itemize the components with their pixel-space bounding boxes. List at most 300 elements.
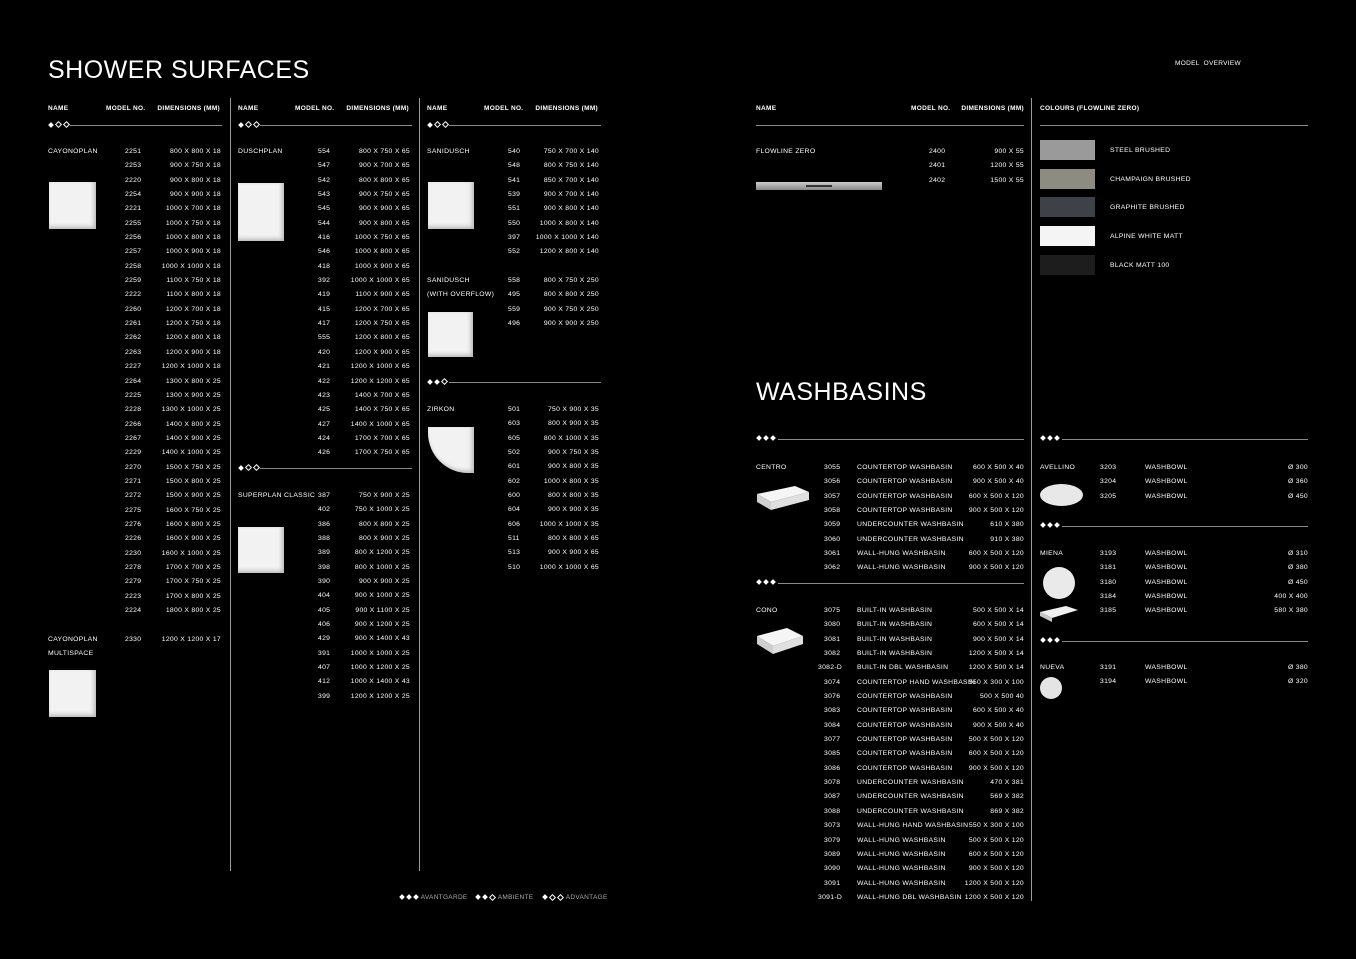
- header-name: NAME: [756, 105, 777, 112]
- header-model: MODEL NO.: [106, 105, 146, 112]
- header-dims: DIMENSIONS (MM): [535, 105, 598, 112]
- colour-label: CHAMPAIGN BRUSHED: [1110, 175, 1191, 183]
- header-model: MODEL NO.: [484, 105, 524, 112]
- dimensions: 900 X 500 X 120: [968, 507, 1024, 515]
- model-number: 2228: [125, 406, 142, 414]
- model-number: 3057: [824, 492, 841, 500]
- dimensions: 1700 X 700 X 25: [165, 563, 221, 571]
- table-row: [484, 475, 599, 489]
- header-model: MODEL NO.: [911, 105, 951, 112]
- table-row: [1100, 590, 1308, 604]
- table-row: [814, 647, 1024, 661]
- legend-advantage: ADVANTAGE: [542, 894, 608, 901]
- table-row: [295, 245, 410, 259]
- table-row: [1100, 661, 1308, 675]
- dimensions: 1200 X 1200 X 17: [161, 636, 221, 643]
- description: UNDERCOUNTER WASHBASIN: [857, 521, 964, 529]
- model-number: 600: [508, 492, 521, 500]
- model-number: 602: [508, 477, 521, 485]
- model-number: 2272: [125, 492, 142, 500]
- model-number: 3203: [1100, 464, 1117, 471]
- model-number: 604: [508, 506, 521, 514]
- product-name: MIENA: [1040, 550, 1064, 557]
- dimensions: 800 X 750 X 65: [358, 148, 410, 155]
- model-number: 554: [318, 148, 331, 155]
- dimensions: 900 X 750 X 250: [543, 305, 599, 313]
- model-number: 3060: [824, 535, 841, 543]
- colour-swatch: [1040, 226, 1095, 246]
- dimensions: 900 X 500 X 120: [968, 865, 1024, 873]
- table-row: [814, 891, 1024, 905]
- product-name: DUSCHPLAN: [238, 148, 283, 155]
- table-row: [484, 460, 599, 474]
- dimensions: 1200 X 500 X 14: [968, 664, 1024, 672]
- model-number: 2400: [929, 148, 946, 155]
- dimensions: 1200 X 750 X 18: [165, 320, 221, 328]
- model-number: 550: [508, 219, 521, 227]
- model-number: 387: [318, 492, 331, 499]
- model-number: 415: [318, 305, 331, 313]
- table-row: [814, 747, 1024, 761]
- colour-swatch: [1040, 169, 1095, 189]
- sanidusch-overflow-image: [428, 312, 473, 357]
- model-number: 3082-D: [818, 664, 843, 672]
- table-row: [295, 532, 410, 546]
- model-number: 3091: [824, 879, 841, 887]
- dimensions: 800 X 1000 X 35: [543, 434, 599, 442]
- table-row: [814, 805, 1024, 819]
- model-number: 603: [508, 420, 521, 428]
- dimensions: Ø 360: [1287, 478, 1308, 486]
- table-row: [106, 202, 221, 216]
- table-row: [484, 202, 599, 216]
- table-row: [814, 704, 1024, 718]
- dimensions: 900 X 900 X 25: [358, 578, 410, 586]
- table-row: [295, 661, 410, 675]
- description: COUNTERTOP WASHBASIN: [857, 693, 953, 701]
- dimensions: 750 X 900 X 35: [547, 406, 599, 413]
- dimensions: 1200 X 500 X 120: [964, 893, 1024, 901]
- table-row: [295, 647, 410, 661]
- description: COUNTERTOP WASHBASIN: [857, 492, 953, 500]
- model-number: 2230: [125, 549, 142, 557]
- dimensions: 1200 X 800 X 140: [539, 248, 599, 256]
- dimensions: Ø 310: [1287, 550, 1308, 557]
- table-row: [106, 188, 221, 202]
- model-number: 2223: [125, 592, 142, 600]
- dimensions: 900 X 900 X 250: [543, 320, 599, 328]
- header-name: NAME: [427, 105, 448, 112]
- column-divider: [1031, 98, 1032, 901]
- product-name: CENTRO: [756, 464, 787, 471]
- table-row: [1100, 475, 1308, 489]
- table-row: [295, 546, 410, 560]
- table-row: [814, 618, 1024, 632]
- dimensions: 1000 X 1400 X 43: [350, 678, 410, 686]
- table-row: [295, 403, 410, 417]
- dimensions: Ø 300: [1287, 464, 1308, 471]
- model-number: 552: [508, 248, 521, 256]
- model-number: 3180: [1100, 578, 1117, 586]
- table-row: [295, 375, 410, 389]
- description: BUILT-IN WASHBASIN: [857, 635, 933, 643]
- model-number: 2263: [125, 348, 142, 356]
- description: COUNTERTOP WASHBASIN: [857, 750, 953, 758]
- model-number: 2255: [125, 219, 142, 227]
- table-row: [295, 418, 410, 432]
- model-number: 3204: [1100, 478, 1117, 486]
- dimensions: Ø 380: [1287, 564, 1308, 572]
- section-rule: [427, 382, 601, 383]
- model-number: 551: [508, 205, 521, 213]
- header-name: NAME: [48, 105, 69, 112]
- dimensions: 1200 X 700 X 18: [165, 305, 221, 313]
- dimensions: 800 X 750 X 250: [543, 277, 599, 284]
- model-number: 2264: [125, 377, 142, 385]
- description: WASHBOWL: [1145, 607, 1188, 615]
- cono-table: [814, 604, 1024, 905]
- table-row: [895, 159, 1024, 173]
- model-number: 426: [318, 449, 331, 457]
- superplan-classic-image: [238, 527, 284, 573]
- table-row: [295, 432, 410, 446]
- nueva-image: [1040, 677, 1062, 699]
- model-number: 2401: [929, 162, 946, 170]
- zirkon-image: [428, 427, 474, 473]
- description: COUNTERTOP WASHBASIN: [857, 736, 953, 744]
- table-row: [814, 475, 1024, 489]
- model-number: 407: [318, 664, 331, 672]
- model-number: 424: [318, 434, 331, 442]
- model-number: 547: [318, 162, 331, 170]
- model-number: 2402: [929, 176, 946, 184]
- model-number: 388: [318, 535, 331, 543]
- dimensions: 800 X 800 X 65: [358, 176, 410, 184]
- model-number: 392: [318, 277, 331, 285]
- description: WALL-HUNG WASHBASIN: [857, 550, 946, 558]
- dimensions: 500 X 500 X 120: [968, 836, 1024, 844]
- table-row: [106, 418, 221, 432]
- model-number: 2279: [125, 578, 142, 586]
- table-row: [106, 145, 221, 159]
- table-row: [106, 403, 221, 417]
- description: COUNTERTOP WASHBASIN: [857, 764, 953, 772]
- dimensions: 800 X 900 X 25: [358, 535, 410, 543]
- dimensions: 900 X 500 X 120: [968, 564, 1024, 572]
- model-number: 3077: [824, 736, 841, 744]
- model-number: 3205: [1100, 492, 1117, 500]
- dimensions: 1300 X 900 X 25: [165, 391, 221, 399]
- table-row: [295, 303, 410, 317]
- model-number: 496: [508, 320, 521, 328]
- table-row: [295, 317, 410, 331]
- table-row: [295, 202, 410, 216]
- dimensions: 800 X 800 X 65: [547, 535, 599, 543]
- model-number: 3083: [824, 707, 841, 715]
- dimensions: 1000 X 1000 X 25: [350, 649, 410, 657]
- description: WASHBOWL: [1145, 492, 1188, 500]
- description: WASHBOWL: [1145, 464, 1188, 471]
- dimensions: 1600 X 900 X 25: [165, 535, 221, 543]
- colour-row: [1040, 197, 1300, 226]
- table-row: [295, 346, 410, 360]
- section-rule: [756, 439, 1024, 440]
- dimensions: 900 X 800 X 140: [543, 205, 599, 213]
- dimensions: 1400 X 900 X 25: [165, 434, 221, 442]
- table-row: [295, 159, 410, 173]
- table-row: [484, 274, 599, 288]
- dimensions: 569 X 382: [990, 793, 1024, 801]
- model-number: 2261: [125, 320, 142, 328]
- product-name: SUPERPLAN CLASSIC: [238, 492, 316, 499]
- dimensions: 900 X 800 X 35: [547, 463, 599, 471]
- table-row: [484, 546, 599, 560]
- model-number: 3089: [824, 850, 841, 858]
- dimensions: 800 X 800 X 25: [358, 520, 410, 528]
- dimensions: 1200 X 750 X 65: [354, 320, 410, 328]
- product-name: NUEVA: [1040, 664, 1065, 671]
- dimensions: 900 X 750 X 35: [547, 449, 599, 457]
- dimensions: 1200 X 1000 X 65: [350, 363, 410, 371]
- dimensions: 500 X 500 X 120: [968, 736, 1024, 744]
- table-row: [295, 489, 410, 503]
- model-number: 2253: [125, 162, 142, 170]
- dimensions: 600 X 500 X 120: [968, 550, 1024, 558]
- table-row: [106, 288, 221, 302]
- dimensions: 800 X 750 X 140: [543, 162, 599, 170]
- table-row: [484, 188, 599, 202]
- dimensions: 1000 X 750 X 18: [165, 219, 221, 227]
- model-number: 606: [508, 520, 521, 528]
- model-number: 3074: [824, 678, 841, 686]
- model-number: 3056: [824, 478, 841, 486]
- model-number: 399: [318, 692, 331, 700]
- cayonoplan-table: [106, 145, 221, 618]
- table-row: [814, 819, 1024, 833]
- description: BUILT-IN DBL WASHBASIN: [857, 664, 949, 672]
- table-row: [814, 533, 1024, 547]
- header-rule-flowline: [756, 125, 1024, 126]
- table-row: [106, 590, 221, 604]
- table-row: [295, 360, 410, 374]
- dimensions: 900 X 750 X 18: [169, 162, 221, 170]
- dimensions: Ø 450: [1287, 578, 1308, 586]
- page-title-shower-surfaces: SHOWER SURFACES: [48, 56, 310, 84]
- table-row: [106, 475, 221, 489]
- dimensions: 1800 X 800 X 25: [165, 607, 221, 614]
- sanidusch-table: [484, 145, 599, 260]
- table-row: [484, 317, 599, 331]
- cayonoplan-multispace-image: [49, 670, 96, 717]
- table-row: [106, 217, 221, 231]
- model-number: 3185: [1100, 607, 1117, 615]
- model-number: 2254: [125, 191, 142, 199]
- page-title-washbasins: WASHBASINS: [756, 378, 927, 406]
- colour-list: [1040, 140, 1300, 283]
- dimensions: 610 X 380: [990, 521, 1024, 529]
- table-row: [295, 575, 410, 589]
- table-row: [484, 403, 599, 417]
- table-row: [814, 518, 1024, 532]
- product-name-line2: (WITH OVERFLOW): [427, 291, 495, 298]
- table-row: [106, 633, 221, 647]
- model-number: 417: [318, 320, 331, 328]
- table-row: [295, 690, 410, 704]
- dimensions: 900 X 900 X 35: [547, 506, 599, 514]
- dimensions: 1600 X 800 X 25: [165, 520, 221, 528]
- model-overview-label: MODEL OVERVIEW: [1175, 60, 1241, 67]
- dimensions: 900 X 500 X 120: [968, 764, 1024, 772]
- dimensions: 750 X 900 X 25: [358, 492, 410, 499]
- table-row: [295, 389, 410, 403]
- table-row: [106, 346, 221, 360]
- centro-image: [757, 484, 809, 510]
- dimensions: 900 X 500 X 40: [972, 721, 1024, 729]
- dimensions: 1000 X 800 X 140: [539, 219, 599, 227]
- flowline-zero-table: [895, 145, 1024, 188]
- table-row: [106, 461, 221, 475]
- table-row: [106, 260, 221, 274]
- description: COUNTERTOP WASHBASIN: [857, 721, 953, 729]
- dimensions: 1500 X 900 X 25: [165, 492, 221, 500]
- model-number: 540: [508, 148, 521, 155]
- table-row: [106, 303, 221, 317]
- description: BUILT-IN WASHBASIN: [857, 607, 933, 614]
- table-row: [484, 518, 599, 532]
- table-row: [484, 446, 599, 460]
- model-number: 2251: [125, 148, 142, 155]
- description: WALL-HUNG WASHBASIN: [857, 865, 946, 873]
- table-row: [295, 288, 410, 302]
- table-row: [106, 360, 221, 374]
- model-number: 2275: [125, 506, 142, 514]
- model-number: 2271: [125, 477, 142, 485]
- column-divider: [230, 98, 231, 871]
- dimensions: 800 X 1200 X 25: [354, 549, 410, 557]
- table-row: [106, 561, 221, 575]
- dimensions: 900 X 900 X 18: [169, 191, 221, 199]
- model-number: 502: [508, 449, 521, 457]
- model-number: 495: [508, 291, 521, 299]
- header-rule-colours: [1040, 125, 1308, 126]
- dimensions: 1600 X 1000 X 25: [161, 549, 221, 557]
- description: WASHBOWL: [1145, 550, 1188, 557]
- table-row: [1100, 461, 1308, 475]
- dimensions: 1000 X 1000 X 65: [539, 563, 599, 571]
- table-row: [814, 877, 1024, 891]
- table-row: [106, 375, 221, 389]
- table-row: [295, 618, 410, 632]
- table-row: [295, 561, 410, 575]
- table-row: [814, 490, 1024, 504]
- description: COUNTERTOP WASHBASIN: [857, 464, 953, 471]
- model-number: 2266: [125, 420, 142, 428]
- description: WASHBOWL: [1145, 678, 1188, 686]
- table-row: [295, 604, 410, 618]
- colour-label: GRAPHITE BRUSHED: [1110, 204, 1185, 212]
- model-number: 3184: [1100, 593, 1117, 601]
- table-row: [484, 532, 599, 546]
- header-rule-col2: [238, 125, 412, 126]
- table-row: [814, 733, 1024, 747]
- sanidusch-overflow-table: [484, 274, 599, 331]
- product-name: AVELLINO: [1040, 464, 1076, 471]
- dimensions: 910 X 380: [990, 535, 1024, 543]
- dimensions: 1500 X 750 X 25: [165, 463, 221, 471]
- dimensions: 800 X 1000 X 25: [354, 563, 410, 571]
- model-number: 3086: [824, 764, 841, 772]
- model-number: 429: [318, 635, 331, 643]
- dimensions: 1100 X 900 X 65: [355, 291, 410, 299]
- section-rule: [756, 583, 1024, 584]
- dimensions: 1000 X 800 X 18: [165, 234, 221, 242]
- section-rule: [1040, 439, 1308, 440]
- model-number: 2267: [125, 434, 142, 442]
- table-row: [484, 489, 599, 503]
- model-number: 541: [508, 176, 521, 184]
- miena-round-image: [1043, 567, 1075, 599]
- table-row: [1100, 547, 1308, 561]
- table-row: [106, 245, 221, 259]
- dimensions: 900 X 900 X 65: [358, 205, 410, 213]
- header-rule-col1: [48, 125, 222, 126]
- dimensions: 1000 X 900 X 18: [165, 248, 221, 256]
- model-number: 2258: [125, 262, 142, 270]
- model-number: 397: [508, 234, 521, 242]
- model-number: 2257: [125, 248, 142, 256]
- product-name: SANIDUSCH: [427, 148, 470, 155]
- model-number: 2256: [125, 234, 142, 242]
- model-number: 406: [318, 621, 331, 629]
- table-row: [295, 145, 410, 159]
- colour-row: [1040, 169, 1300, 198]
- colour-row: [1040, 255, 1300, 284]
- table-row: [295, 231, 410, 245]
- dimensions: 800 X 800 X 18: [169, 148, 221, 155]
- dimensions: 550 X 300 X 100: [968, 678, 1024, 686]
- model-number: 3081: [824, 635, 841, 643]
- model-number: 2259: [125, 277, 142, 285]
- model-number: 3075: [824, 607, 841, 614]
- table-row: [295, 675, 410, 689]
- table-row: [106, 174, 221, 188]
- dimensions: 750 X 700 X 140: [543, 148, 599, 155]
- dimensions: 800 X 800 X 35: [547, 492, 599, 500]
- dimensions: 1200 X 500 X 120: [964, 879, 1024, 887]
- colour-label: ALPINE WHITE MATT: [1110, 233, 1183, 241]
- colour-swatch: [1040, 255, 1095, 275]
- dimensions: 1400 X 750 X 65: [354, 406, 410, 414]
- header-dims: DIMENSIONS (MM): [157, 105, 220, 112]
- dimensions: 1400 X 800 X 25: [165, 420, 221, 428]
- model-number: 605: [508, 434, 521, 442]
- dimensions: 550 X 300 X 100: [968, 822, 1024, 830]
- dimensions: 1100 X 800 X 18: [166, 291, 221, 299]
- model-number: 3058: [824, 507, 841, 515]
- table-row: [484, 174, 599, 188]
- product-name: FLOWLINE ZERO: [756, 148, 816, 155]
- centro-table: [814, 461, 1024, 576]
- model-number: 2270: [125, 463, 142, 471]
- dimensions: 1200 X 800 X 65: [354, 334, 410, 342]
- model-number: 2278: [125, 563, 142, 571]
- dimensions: 1100 X 750 X 18: [166, 277, 221, 285]
- table-row: [106, 575, 221, 589]
- dimensions: 1200 X 900 X 65: [354, 348, 410, 356]
- description: WALL-HUNG HAND WASHBASIN: [857, 822, 969, 830]
- description: UNDERCOUNTER WASHBASIN: [857, 779, 964, 787]
- dimensions: 400 X 400: [1274, 593, 1308, 601]
